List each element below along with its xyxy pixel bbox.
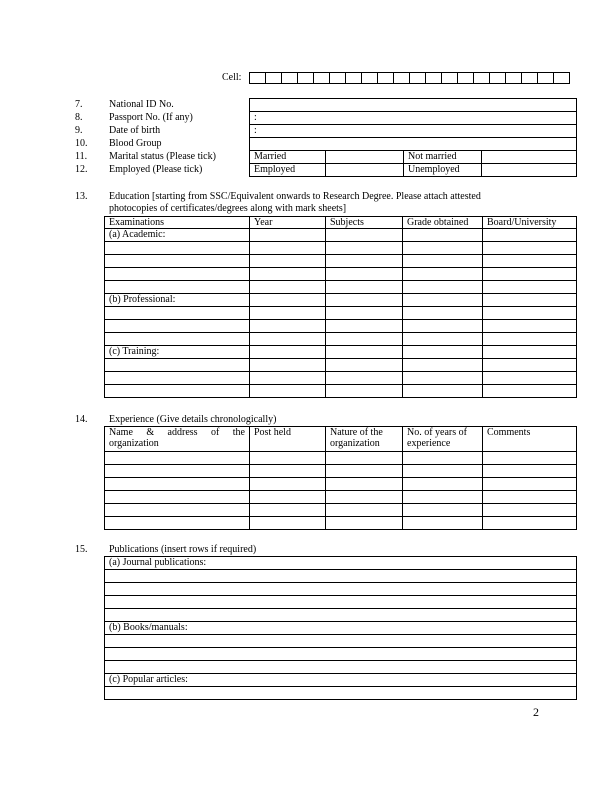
table-cell[interactable] (483, 504, 577, 517)
dob-field[interactable]: : (250, 125, 577, 138)
table-row (105, 596, 577, 609)
table-cell[interactable] (105, 372, 250, 385)
cell-label: Cell: (222, 72, 242, 83)
marital-status-label: Marital status (Please tick) (109, 151, 216, 162)
cell-digit-box[interactable] (249, 72, 266, 84)
table-cell[interactable] (105, 255, 250, 268)
table-cell[interactable] (250, 465, 326, 478)
column-header: Post held (250, 427, 326, 452)
table-cell[interactable] (105, 583, 577, 596)
item-number: 10. (75, 138, 88, 149)
cell-digit-box[interactable] (409, 72, 426, 84)
table-cell[interactable] (483, 294, 577, 307)
cell-digit-box[interactable] (537, 72, 554, 84)
table-cell[interactable] (326, 333, 403, 346)
table-row (105, 570, 577, 583)
table-cell[interactable] (403, 268, 483, 281)
passport-field[interactable]: : (250, 112, 577, 125)
table-row (105, 385, 577, 398)
table-cell[interactable] (105, 307, 250, 320)
cell-digit-box[interactable] (473, 72, 490, 84)
table-row (105, 517, 577, 530)
column-header: Grade obtained (403, 217, 483, 229)
cell-digit-box[interactable] (425, 72, 442, 84)
table-cell[interactable] (250, 281, 326, 294)
cell-digit-box[interactable] (361, 72, 378, 84)
education-table (104, 216, 577, 398)
married-tick-box[interactable] (326, 151, 404, 164)
national-id-label: National ID No. (109, 99, 174, 110)
table-cell[interactable] (326, 255, 403, 268)
column-header: Examinations (105, 217, 250, 229)
personal-info-table (249, 98, 577, 177)
table-row (105, 359, 577, 372)
table-row (105, 268, 577, 281)
table-cell[interactable] (403, 346, 483, 359)
section-number: 13. (75, 191, 88, 202)
cell-digit-box[interactable] (441, 72, 458, 84)
table-cell[interactable] (326, 359, 403, 372)
table-cell[interactable] (250, 478, 326, 491)
employed-label: Employed (Please tick) (109, 164, 203, 175)
table-cell[interactable] (250, 385, 326, 398)
popular-articles-section-label: (c) Popular articles: (105, 674, 577, 687)
table-cell[interactable] (483, 465, 577, 478)
table-cell[interactable] (250, 372, 326, 385)
table-cell[interactable] (403, 294, 483, 307)
not-married-option: Not married (404, 151, 482, 164)
table-cell[interactable] (250, 346, 326, 359)
item-number: 7. (75, 99, 83, 110)
table-cell[interactable] (326, 268, 403, 281)
dob-label: Date of birth (109, 125, 161, 136)
married-option: Married (250, 151, 326, 164)
table-cell[interactable] (105, 648, 577, 661)
table-cell[interactable] (483, 359, 577, 372)
national-id-field[interactable] (250, 99, 577, 112)
table-cell[interactable] (403, 517, 483, 530)
cell-digit-box[interactable] (553, 72, 570, 84)
table-cell[interactable] (250, 504, 326, 517)
table-cell[interactable] (105, 596, 577, 609)
table-cell[interactable] (105, 491, 250, 504)
table-row (105, 504, 577, 517)
table-cell[interactable] (403, 359, 483, 372)
column-header: Subjects (326, 217, 403, 229)
table-row (105, 661, 577, 674)
table-cell[interactable] (483, 307, 577, 320)
cell-digit-box[interactable] (329, 72, 346, 84)
table-cell[interactable] (326, 517, 403, 530)
item-number: 11. (75, 151, 88, 162)
table-cell[interactable] (326, 372, 403, 385)
education-title: Education [starting from SSC/Equivalent onwards to Research Degree. Please attach attested photocopies of certificates/degrees along with mark sheets] (109, 191, 481, 214)
table-cell[interactable] (105, 609, 577, 622)
table-row (105, 687, 577, 700)
table-cell[interactable] (250, 268, 326, 281)
table-row (105, 583, 577, 596)
table-row (105, 242, 577, 255)
table-row (105, 648, 577, 661)
journal-section-label: (a) Journal publications: (105, 557, 577, 570)
table-cell[interactable] (105, 478, 250, 491)
cell-digit-box[interactable] (345, 72, 362, 84)
table-cell[interactable] (105, 359, 250, 372)
table-cell[interactable] (250, 255, 326, 268)
table-cell[interactable] (105, 268, 250, 281)
table-row (105, 372, 577, 385)
table-cell[interactable] (105, 570, 577, 583)
table-cell[interactable] (403, 255, 483, 268)
table-cell[interactable] (105, 320, 250, 333)
item-number: 8. (75, 112, 83, 123)
table-row (105, 452, 577, 465)
table-cell[interactable] (105, 452, 250, 465)
books-section-label: (b) Books/manuals: (105, 622, 577, 635)
table-cell[interactable] (326, 504, 403, 517)
table-cell[interactable] (403, 320, 483, 333)
cell-digit-box[interactable] (521, 72, 538, 84)
column-header: Nature of the organization (326, 427, 403, 452)
experience-title: Experience (Give details chronologically) (109, 414, 277, 425)
column-header: Comments (483, 427, 577, 452)
table-cell[interactable] (403, 465, 483, 478)
table-cell[interactable] (326, 242, 403, 255)
table-cell[interactable] (250, 320, 326, 333)
table-cell[interactable] (326, 452, 403, 465)
blood-group-field[interactable] (250, 138, 577, 151)
table-cell[interactable] (105, 517, 250, 530)
cell-digit-box[interactable] (297, 72, 314, 84)
training-section-label: (c) Training: (105, 346, 250, 359)
table-row (105, 333, 577, 346)
table-cell[interactable] (483, 491, 577, 504)
table-cell[interactable] (326, 229, 403, 242)
table-cell[interactable] (403, 478, 483, 491)
employed-tick-box[interactable] (326, 164, 404, 177)
table-row (105, 635, 577, 648)
table-cell[interactable] (326, 320, 403, 333)
experience-table (104, 426, 577, 530)
table-cell[interactable] (483, 333, 577, 346)
column-header: Year (250, 217, 326, 229)
table-cell[interactable] (326, 465, 403, 478)
table-cell[interactable] (403, 333, 483, 346)
table-row (105, 609, 577, 622)
table-cell[interactable] (403, 242, 483, 255)
table-cell[interactable] (250, 359, 326, 372)
table-cell[interactable] (403, 372, 483, 385)
unemployed-tick-box[interactable] (482, 164, 577, 177)
table-cell[interactable] (105, 687, 577, 700)
table-cell[interactable] (483, 372, 577, 385)
table-cell[interactable] (250, 229, 326, 242)
table-cell[interactable] (105, 385, 250, 398)
item-number: 12. (75, 164, 88, 175)
table-cell[interactable] (326, 385, 403, 398)
unemployed-option: Unemployed (404, 164, 482, 177)
table-cell[interactable] (483, 242, 577, 255)
table-cell[interactable] (403, 229, 483, 242)
table-cell[interactable] (250, 242, 326, 255)
table-cell[interactable] (326, 281, 403, 294)
table-cell[interactable] (326, 491, 403, 504)
table-cell[interactable] (250, 307, 326, 320)
cell-digit-box[interactable] (457, 72, 474, 84)
table-cell[interactable] (250, 333, 326, 346)
cell-digit-box[interactable] (265, 72, 282, 84)
not-married-tick-box[interactable] (482, 151, 577, 164)
table-cell[interactable] (483, 346, 577, 359)
cell-digit-box[interactable] (489, 72, 506, 84)
table-cell[interactable] (250, 517, 326, 530)
table-row (105, 255, 577, 268)
item-number: 9. (75, 125, 83, 136)
table-cell[interactable] (326, 307, 403, 320)
table-cell[interactable] (483, 229, 577, 242)
table-cell[interactable] (326, 478, 403, 491)
section-number: 14. (75, 414, 88, 425)
table-cell[interactable] (403, 452, 483, 465)
table-cell[interactable] (483, 281, 577, 294)
employed-option: Employed (250, 164, 326, 177)
column-header: No. of years of experience (403, 427, 483, 452)
publications-table (104, 556, 577, 700)
table-row (105, 465, 577, 478)
column-header: Board/University (483, 217, 577, 229)
table-row (105, 320, 577, 333)
table-cell[interactable] (105, 242, 250, 255)
table-cell[interactable] (483, 478, 577, 491)
table-cell[interactable] (250, 491, 326, 504)
table-cell[interactable] (403, 307, 483, 320)
table-cell[interactable] (483, 268, 577, 281)
blood-group-label: Blood Group (109, 138, 162, 149)
academic-section-label: (a) Academic: (105, 229, 250, 242)
table-cell[interactable] (403, 281, 483, 294)
table-cell[interactable] (105, 661, 577, 674)
table-cell[interactable] (326, 346, 403, 359)
table-cell[interactable] (483, 255, 577, 268)
page-number: 2 (533, 705, 539, 719)
publications-title: Publications (insert rows if required) (109, 544, 257, 555)
table-cell[interactable] (105, 504, 250, 517)
table-row (105, 491, 577, 504)
table-cell[interactable] (105, 635, 577, 648)
table-cell[interactable] (483, 517, 577, 530)
table-cell[interactable] (326, 294, 403, 307)
table-cell[interactable] (403, 385, 483, 398)
table-row (105, 281, 577, 294)
table-cell[interactable] (483, 452, 577, 465)
table-cell[interactable] (483, 320, 577, 333)
table-cell[interactable] (105, 465, 250, 478)
table-row (105, 478, 577, 491)
cell-digit-box[interactable] (377, 72, 394, 84)
section-number: 15. (75, 544, 88, 555)
cell-digit-box[interactable] (393, 72, 410, 84)
table-row (105, 307, 577, 320)
column-header: Name & address of the organization (105, 427, 250, 452)
cell-digit-box[interactable] (281, 72, 298, 84)
table-cell[interactable] (403, 491, 483, 504)
table-cell[interactable] (250, 294, 326, 307)
table-cell[interactable] (250, 452, 326, 465)
passport-label: Passport No. (If any) (109, 112, 193, 123)
professional-section-label: (b) Professional: (105, 294, 250, 307)
table-cell[interactable] (105, 281, 250, 294)
table-cell[interactable] (483, 385, 577, 398)
cell-digit-box[interactable] (313, 72, 330, 84)
table-cell[interactable] (403, 504, 483, 517)
cell-digit-box[interactable] (505, 72, 522, 84)
table-cell[interactable] (105, 333, 250, 346)
